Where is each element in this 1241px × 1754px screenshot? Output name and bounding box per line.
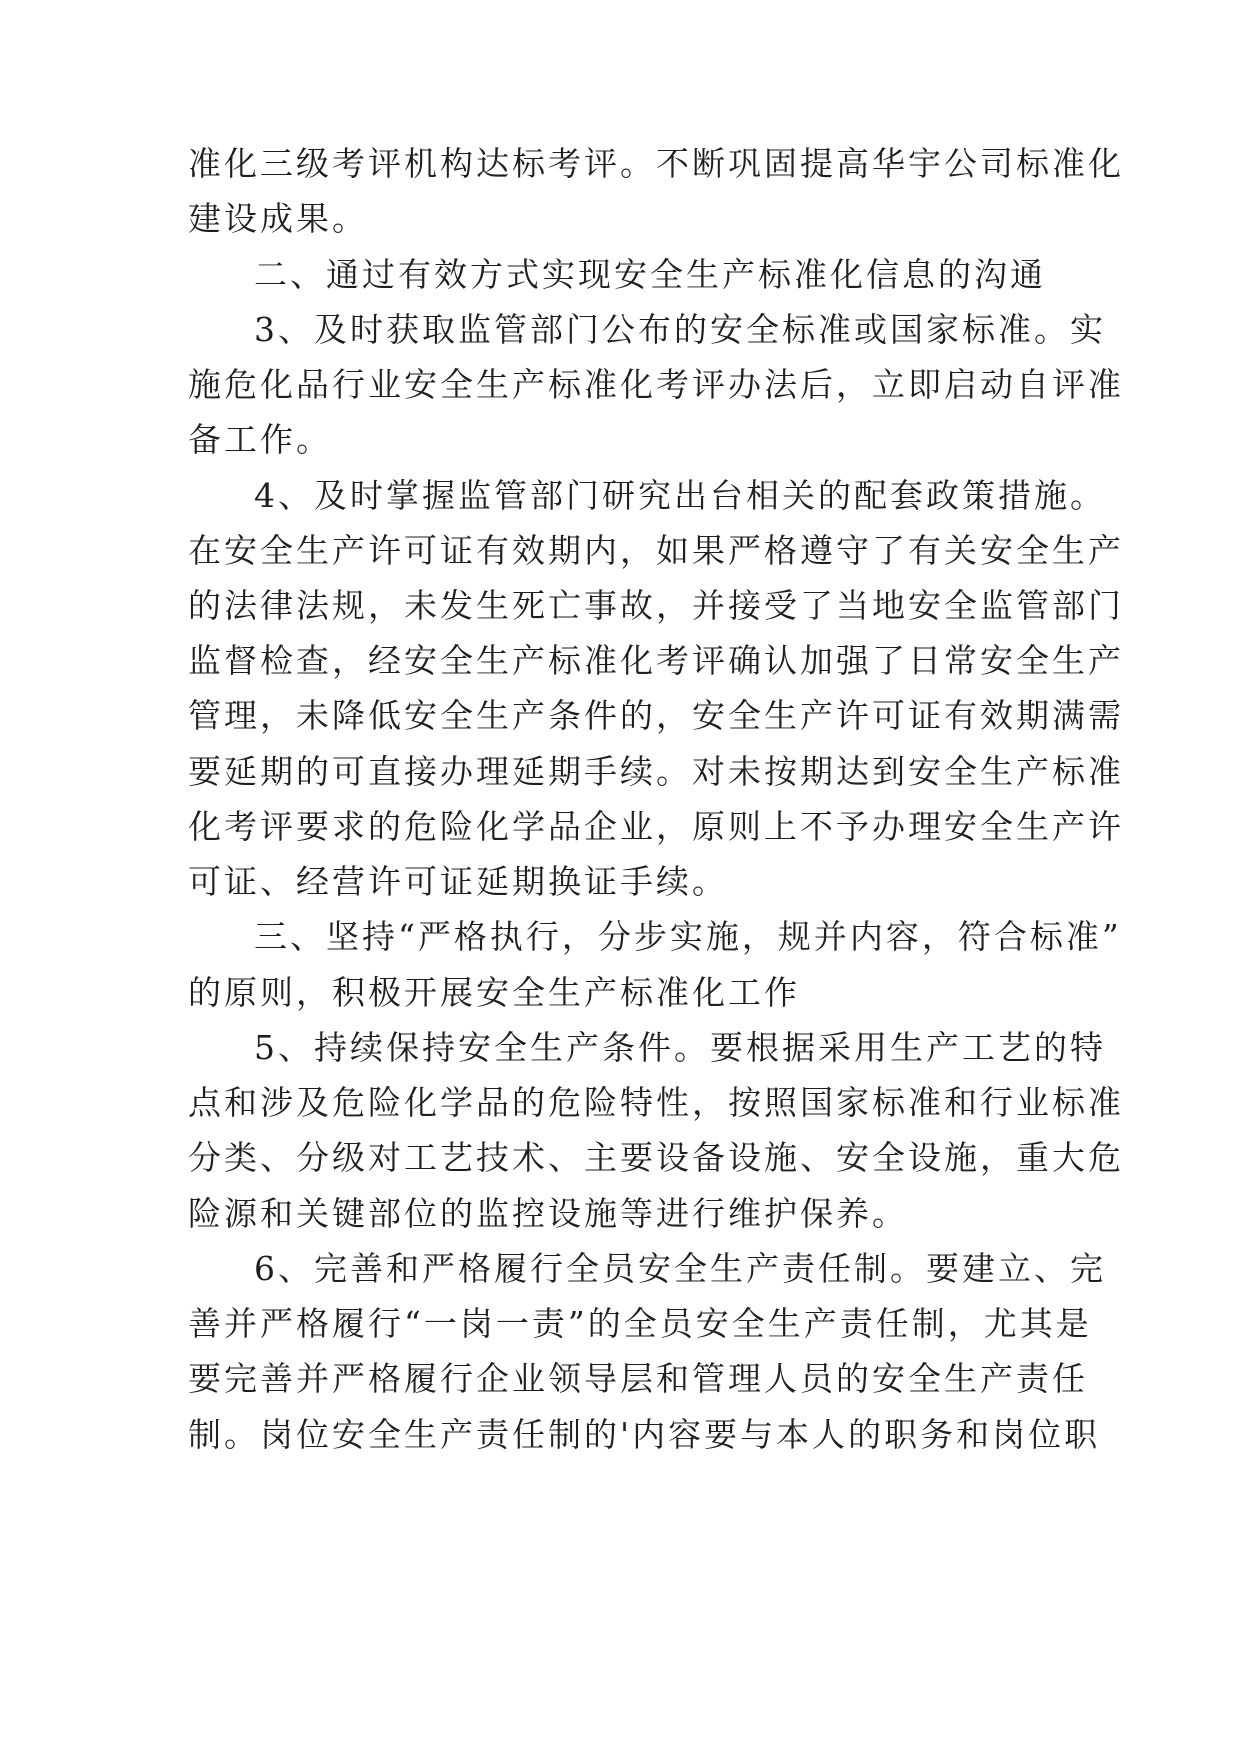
text-line: 化考评要求的危险化学品企业，原则上不予办理安全生产许 xyxy=(188,807,1124,846)
text-line: 管理，未降低安全生产条件的，安全生产许可证有效期满需 xyxy=(188,696,1124,735)
text-line: 善并严格履行“一岗一责”的全员安全生产责任制，尤其是 xyxy=(188,1304,1092,1343)
text-line: 6、完善和严格履行全员安全生产责任制。要建立、完 xyxy=(254,1249,1106,1288)
text-line: 准化三级考评机构达标考评。不断巩固提高华宇公司标准化 xyxy=(188,144,1124,183)
text-line: 5、持续保持安全生产条件。要根据采用生产工艺的特 xyxy=(254,1028,1106,1067)
text-line: 险源和关键部位的监控设施等进行维护保养。 xyxy=(188,1194,908,1233)
text-line: 3、及时获取监管部门公布的安全标准或国家标准。实 xyxy=(254,310,1106,349)
text-line: 分类、分级对工艺技术、主要设备设施、安全设施，重大危 xyxy=(188,1138,1124,1177)
text-line: 4、及时掌握监管部门研究出台相关的配套政策措施。 xyxy=(254,476,1106,515)
text-line: 的法律法规，未发生死亡事故，并接受了当地安全监管部门 xyxy=(188,586,1124,625)
text-line: 监督检查，经安全生产标准化考评确认加强了日常安全生产 xyxy=(188,641,1124,680)
section-heading: 二、通过有效方式实现安全生产标准化信息的沟通 xyxy=(254,255,1046,294)
text-line: 可证、经营许可证延期换证手续。 xyxy=(188,862,728,901)
text-line: 点和涉及危险化学品的危险特性，按照国家标准和行业标准 xyxy=(188,1083,1124,1122)
text-line: 备工作。 xyxy=(188,420,332,459)
text-line: 施危化品行业安全生产标准化考评办法后，立即启动自评准 xyxy=(188,365,1124,404)
text-line: 要完善并严格履行企业领导层和管理人员的安全生产责任 xyxy=(188,1359,1088,1398)
text-line: 在安全生产许可证有效期内，如果严格遵守了有关安全生产 xyxy=(188,531,1124,570)
section-heading: 的原则，积极开展安全生产标准化工作 xyxy=(188,973,800,1012)
text-line: 建设成果。 xyxy=(188,199,368,238)
section-heading: 三、坚持“严格执行，分步实施，规并内容，符合标准” xyxy=(254,917,1122,956)
text-line: 制。岗位安全生产责任制的'内容要与本人的职务和岗位职 xyxy=(188,1415,1101,1454)
text-line: 要延期的可直接办理延期手续。对未按期达到安全生产标准 xyxy=(188,752,1124,791)
